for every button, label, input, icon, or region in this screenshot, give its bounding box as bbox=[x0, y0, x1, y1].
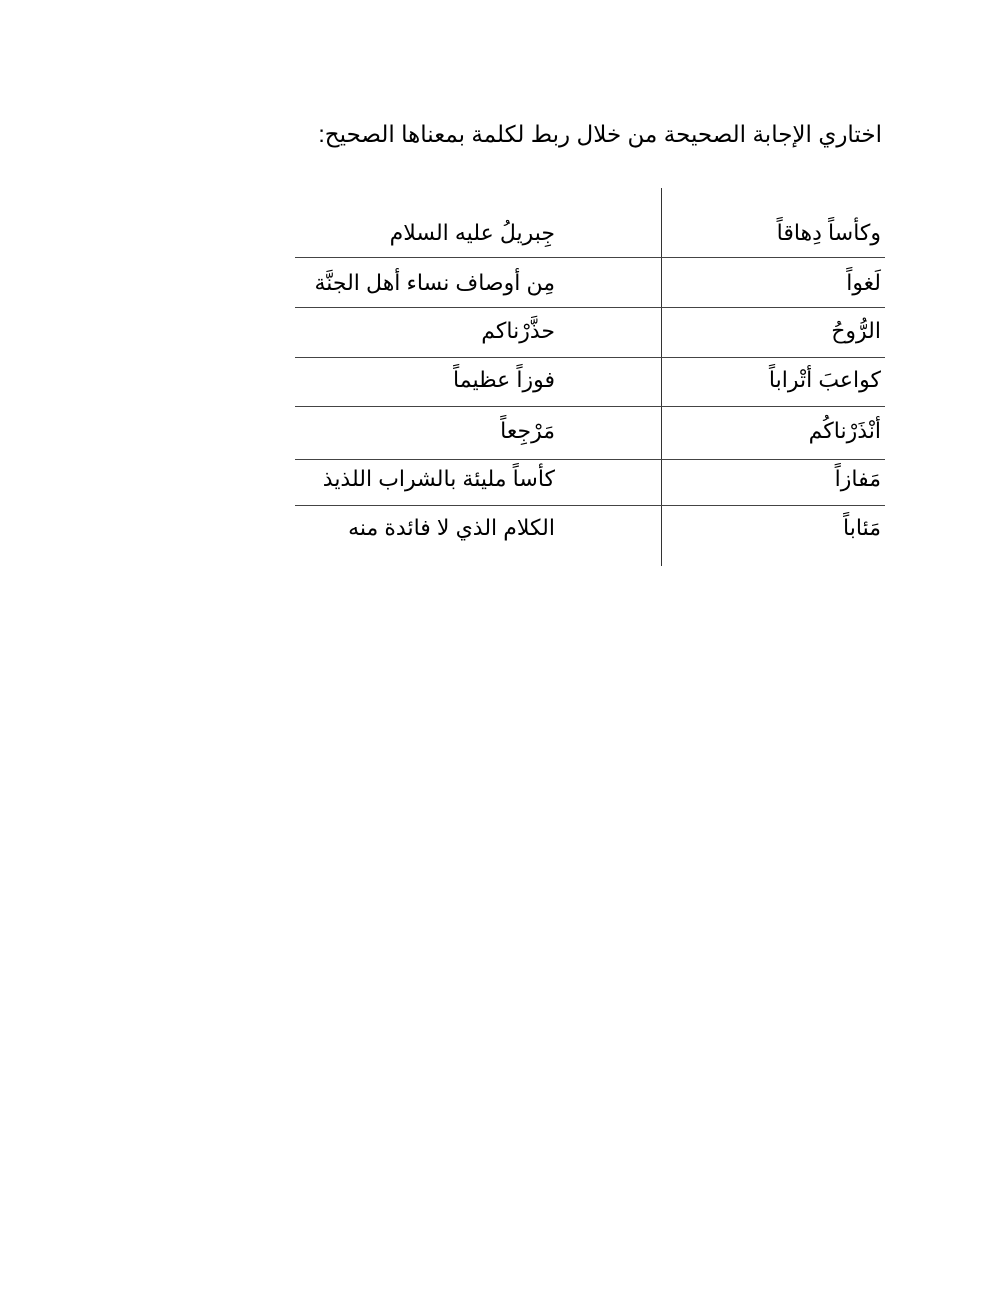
word-cell[interactable]: وكأساً دِهاقاً bbox=[776, 220, 881, 245]
word-cell[interactable]: الرُّوحُ bbox=[831, 318, 881, 343]
meaning-cell[interactable]: حذَّرْناكم bbox=[481, 318, 555, 343]
row-divider bbox=[295, 257, 885, 258]
row-divider bbox=[295, 505, 885, 506]
row-divider bbox=[295, 357, 885, 358]
row-divider bbox=[295, 459, 885, 460]
word-cell[interactable]: كواعبَ أتْراباً bbox=[768, 367, 881, 392]
word-cell[interactable]: مَفازاً bbox=[834, 466, 881, 491]
meaning-cell[interactable]: كأساً مليئة بالشراب اللذيذ bbox=[322, 466, 555, 491]
word-cell[interactable]: أنْذَرْناكُم bbox=[808, 418, 881, 443]
meaning-cell[interactable]: جِبريلُ عليه السلام bbox=[389, 220, 555, 245]
word-cell[interactable]: مَئاباً bbox=[843, 515, 881, 540]
meaning-cell[interactable]: فوزاً عظيماً bbox=[453, 367, 555, 392]
word-cell[interactable]: لَغواً bbox=[846, 270, 881, 295]
column-divider bbox=[661, 188, 662, 566]
meaning-cell[interactable]: مِن أوصاف نساء أهل الجنَّة bbox=[314, 270, 555, 295]
row-divider bbox=[295, 307, 885, 308]
meaning-cell[interactable]: مَرْجِعاً bbox=[500, 418, 555, 443]
meaning-cell[interactable]: الكلام الذي لا فائدة منه bbox=[348, 515, 555, 540]
row-divider bbox=[295, 406, 885, 407]
instruction-text: اختاري الإجابة الصحيحة من خلال ربط لكلمة بمعناها الصحيح: bbox=[318, 121, 882, 147]
matching-table bbox=[295, 188, 885, 566]
